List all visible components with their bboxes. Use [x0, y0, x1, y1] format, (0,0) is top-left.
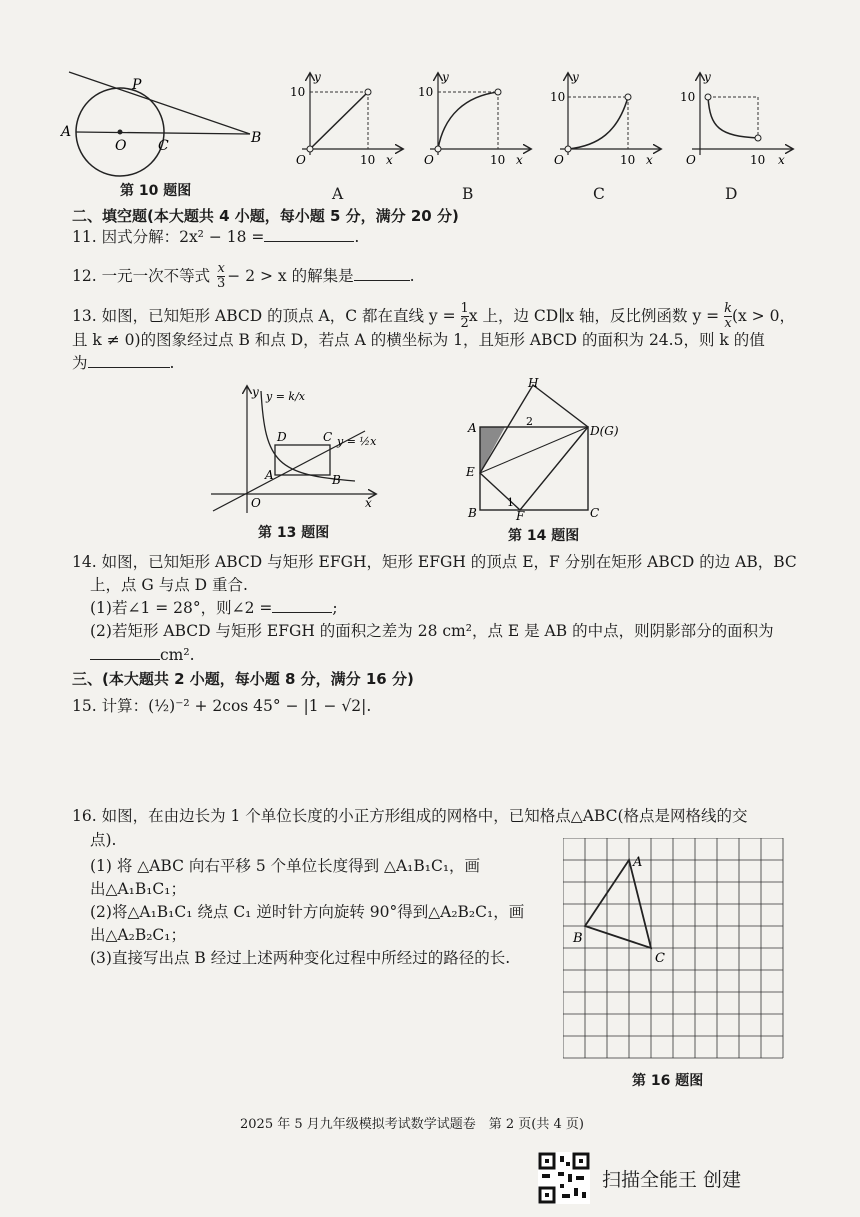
svg-text:y: y	[442, 70, 449, 84]
fig10-label-P: P	[132, 77, 142, 93]
option-a-graph	[280, 70, 410, 170]
fig16-label-A: A	[633, 855, 643, 870]
question-11: 11. 因式分解：2x² − 18 = .	[72, 228, 360, 246]
svg-text:10: 10	[490, 153, 506, 167]
option-b-letter: B	[462, 185, 474, 203]
svg-text:H: H	[528, 376, 539, 390]
svg-text:B: B	[332, 473, 341, 487]
question-14-line2: 上，点 G 与点 D 重合.	[90, 576, 248, 594]
fig10-label-C: C	[158, 138, 169, 154]
svg-text:O: O	[251, 496, 261, 510]
svg-text:2: 2	[526, 415, 533, 428]
svg-text:B: B	[468, 506, 477, 520]
section-2-header: 二、填空题(本大题共 4 小题，每小题 5 分，满分 20 分)	[72, 207, 459, 225]
svg-text:10: 10	[290, 85, 306, 99]
question-12: 12. 一元一次不等式 $\frac{x}{3}$ − 2 > x 的解集是 .	[72, 261, 415, 292]
question-14-part2b: cm².	[90, 644, 195, 667]
svg-text:10: 10	[550, 90, 566, 104]
svg-text:y: y	[252, 385, 259, 399]
figure-10	[55, 62, 270, 187]
question-15: 15. 计算：(½)⁻² + 2cos 45° − |1 − √2|.	[72, 697, 372, 715]
question-14-line1: 14. 如图，已知矩形 ABCD 与矩形 EFGH，矩形 EFGH 的顶点 E，F 分别在矩形 ABCD 的边 AB，BC	[72, 553, 797, 571]
question-16-line2: 点).	[90, 831, 117, 849]
question-16-part2b: 出△A₂B₂C₁；	[90, 926, 187, 944]
svg-text:10: 10	[620, 153, 636, 167]
svg-text:O: O	[686, 153, 696, 167]
fig13-caption: 第 13 题图	[258, 525, 330, 541]
fig16-label-B: B	[573, 931, 583, 946]
fig10-caption: 第 10 题图	[120, 183, 192, 199]
svg-text:A: A	[265, 468, 274, 482]
svg-text:x: x	[386, 153, 393, 167]
question-13-line2: 且 k ≠ 0)的图象经过点 B 和点 D，若点 A 的横坐标为 1，且矩形 ABCD 的面积为 24.5，则 k 的值	[72, 331, 765, 349]
option-b-graph	[408, 70, 538, 170]
svg-text:O: O	[424, 153, 434, 167]
svg-text:1: 1	[507, 496, 514, 509]
question-14-part2: (2)若矩形 ABCD 与矩形 EFGH 的面积之差为 28 cm²，点 E 是 AB 的中点，则阴影部分的面积为	[90, 622, 774, 640]
svg-text:C: C	[590, 506, 600, 520]
question-14-part1: (1)若∠1 = 28°，则∠2 = ;	[90, 599, 338, 617]
svg-text:10: 10	[360, 153, 376, 167]
svg-text:y: y	[704, 70, 711, 84]
svg-text:F: F	[516, 509, 525, 520]
question-16-part3: (3)直接写出点 B 经过上述两种变化过程中所经过的路径的长.	[90, 949, 511, 967]
figure-16-grid	[563, 838, 795, 1068]
svg-text:10: 10	[418, 85, 434, 99]
option-c-letter: C	[593, 185, 605, 203]
svg-text:y = ½x: y = ½x	[337, 435, 377, 448]
svg-text:O: O	[554, 153, 564, 167]
svg-text:D(G): D(G)	[590, 424, 619, 438]
svg-text:10: 10	[680, 90, 696, 104]
svg-text:A: A	[468, 421, 477, 435]
page-footer: 2025 年 5 月九年级模拟考试数学试题卷 第 2 页(共 4 页)	[240, 1117, 584, 1132]
fig14-caption: 第 14 题图	[508, 528, 580, 544]
question-16-line1: 16. 如图，在由边长为 1 个单位长度的小正方形组成的网格中，已知格点△ABC(格点是网格线的交	[72, 807, 748, 825]
svg-text:x: x	[646, 153, 653, 167]
svg-text:x: x	[778, 153, 785, 167]
option-c-graph	[538, 70, 668, 170]
svg-text:x: x	[365, 496, 372, 510]
fig16-label-C: C	[655, 951, 665, 966]
question-16-part1b: 出△A₁B₁C₁；	[90, 880, 187, 898]
fig16-caption: 第 16 题图	[632, 1073, 704, 1089]
fig10-label-B: B	[251, 130, 262, 146]
option-a-letter: A	[332, 185, 344, 203]
svg-text:y: y	[314, 70, 321, 84]
question-16-part2a: (2)将△A₁B₁C₁ 绕点 C₁ 逆时针方向旋转 90°得到△A₂B₂C₁，画	[90, 903, 525, 921]
scanner-watermark: 扫描全能王 创建	[602, 1169, 742, 1191]
svg-text:D: D	[277, 430, 287, 444]
option-d-letter: D	[725, 185, 738, 203]
svg-text:O: O	[296, 153, 306, 167]
svg-text:y = k/x: y = k/x	[266, 390, 305, 403]
question-13-line3: 为 .	[72, 354, 175, 372]
svg-text:y: y	[572, 70, 579, 84]
section-3-header: 三、(本大题共 2 小题，每小题 8 分，满分 16 分)	[72, 670, 414, 688]
question-13: 13. 如图，已知矩形 ABCD 的顶点 A，C 都在直线 y = $\frac{1}{2}$ x 上，边 CD∥x 轴，反比例函数 y = $\frac{k}{x}$ (x > 0，	[72, 301, 795, 332]
fig10-label-A: A	[61, 124, 72, 140]
figure-14	[460, 375, 620, 520]
svg-text:E: E	[466, 465, 475, 479]
option-d-graph	[670, 70, 800, 170]
question-16-part1a: (1) 将 △ABC 向右平移 5 个单位长度得到 △A₁B₁C₁，画	[90, 857, 481, 875]
svg-text:C: C	[323, 430, 333, 444]
fig10-label-O: O	[115, 138, 127, 154]
svg-text:10: 10	[750, 153, 766, 167]
figure-13	[205, 383, 380, 518]
qr-code-icon	[538, 1152, 590, 1204]
svg-text:x: x	[516, 153, 523, 167]
